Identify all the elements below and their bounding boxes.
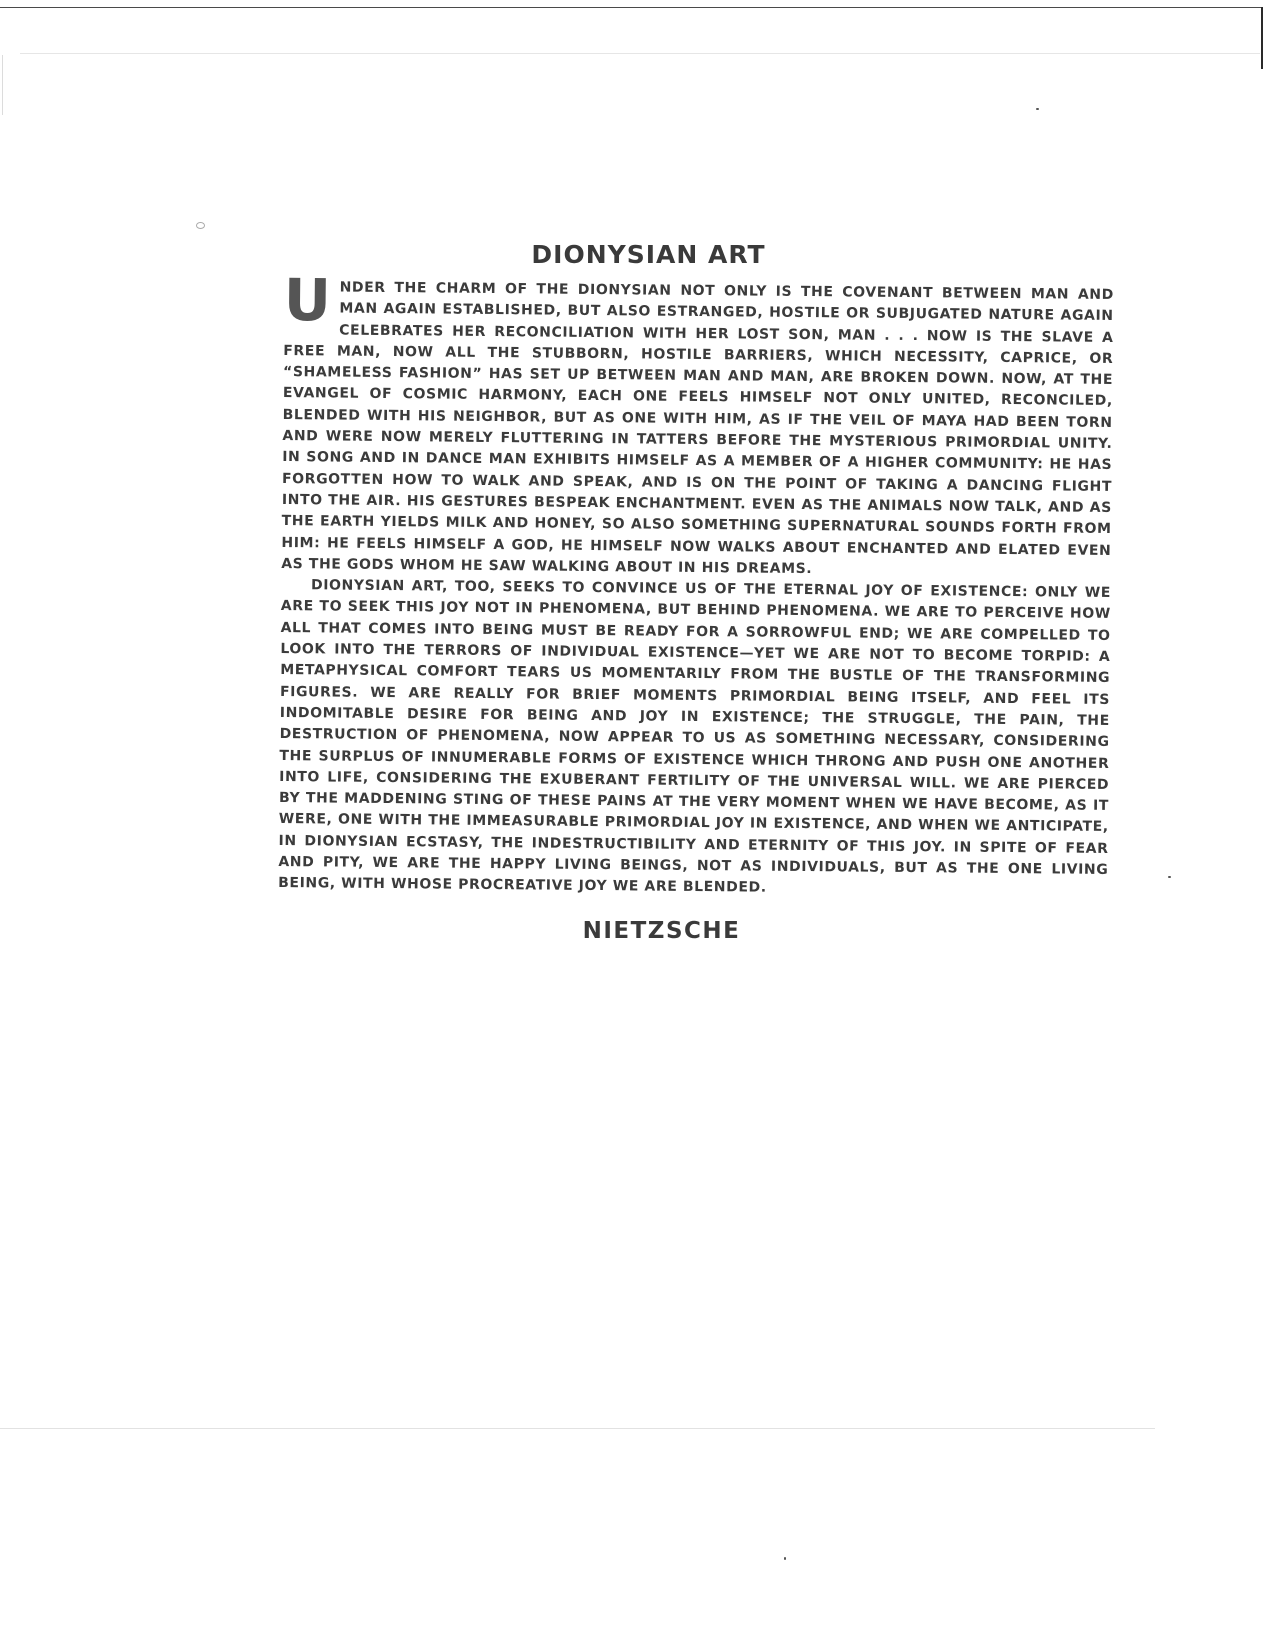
paragraph-2: DIONYSIAN ART, TOO, SEEKS TO CONVINCE US OF THE ETERNAL JOY OF EXISTENCE: ONLY WE ARE TO SEEK THIS JOY NOT IN PHENOMENA, BUT BEHIND PHENOMENA. WE ARE TO PERCEIVE HOW ALL THAT COMES INTO BEING MUST BE READY FOR A SORROWFUL END; WE ARE COMPELLED TO LOOK INTO THE TERRORS OF INDIVIDUAL EXISTENCE—YET WE ARE NOT TO BECOME TORPID: A METAPHYSICAL COMFORT TEARS US MOMENTARILY FROM THE BUSTLE OF THE TRANSFORMING FIGURES. WE ARE REALLY FOR BRIEF MOMENTS PRIMORDIAL BEING ITSELF, AND FEEL ITS INDOMITABLE DESIRE FOR BEING AND JOY IN EXISTENCE; THE STRUGGLE, THE PAIN, THE DESTRUCTION OF PHENOMENA, NOW APPEAR TO US AS SOMETHING NECESSARY, CONSIDERING THE SURPLUS OF INNUMERABLE FORMS OF EXISTENCE WHICH THRONG AND PUSH ONE ANOTHER INTO LIFE, CONSIDERING THE EXUBERANT FERTILITY OF THE UNIVERSAL WILL. WE ARE PIERCED BY THE MADDENING STING OF THESE PAINS AT THE VERY MOMENT WHEN WE HAVE BECOME, AS IT WERE, ONE WITH THE IMMEASURABLE PRIMORDIAL JOY IN EXISTENCE, AND WHEN WE ANTICIPATE, IN DIONYSIAN ECSTASY, THE INDESTRUCTIBILITY AND ETERNITY OF THIS JOY. IN SPITE OF FEAR AND PITY, WE ARE THE HAPPY LIVING BEINGS, NOT AS INDIVIDUALS, BUT AS THE ONE LIVING BEING, WITH WHOSE PROCREATIVE JOY WE ARE BLENDED. (278, 577, 1112, 896)
scan-top-edge (0, 7, 1262, 8)
page-title: DIONYSIAN ART (531, 240, 766, 269)
scan-line-bottom (0, 1428, 1155, 1429)
paragraph-1-text: NDER THE CHARM OF THE DIONYSIAN NOT ONLY IS THE COVENANT BETWEEN MAN AND MAN AGAIN ESTABLISHED, BUT ALSO ESTRANGED, HOSTILE OR SUBJUGATED NATURE AGAIN CELEBRATES HER RECONCILIATION WITH HER LOST SON, MAN . . . NOW IS THE SLAVE A FREE MAN, NOW ALL THE STUBBORN, HOSTILE BARRIERS, WHICH NECESSITY, CAPRICE, OR “SHAMELESS FASHION” HAS SET UP BETWEEN MAN AND MAN, ARE BROKEN DOWN. NOW, AT THE EVANGEL OF COSMIC HARMONY, EACH ONE FEELS HIMSELF NOT ONLY UNITED, RECONCILED, BLENDED WITH HIS NEIGHBOR, BUT AS ONE WITH HIM, AS IF THE VEIL OF MAYA HAD BEEN TORN AND WERE NOW MERELY FLUTTERING IN TATTERS BEFORE THE MYSTERIOUS PRIMORDIAL UNITY. IN SONG AND IN DANCE MAN EXHIBITS HIMSELF AS A MEMBER OF A HIGHER COMMUNITY: HE HAS FORGOTTEN HOW TO WALK AND SPEAK, AND IS ON THE POINT OF TAKING A DANCING FLIGHT INTO THE AIR. HIS GESTURES BESPEAK ENCHANTMENT. EVEN AS THE ANIMALS NOW TALK, AND AS THE EARTH YIELDS MILK AND HONEY, SO ALSO SOMETHING SUPERNATURAL SOUNDS FORTH FROM HIM: HE FEELS HIMSELF A GOD, HE HIMSELF NOW WALKS ABOUT ENCHANTED AND ELATED EVEN AS THE GODS WHOM HE SAW WALKING ABOUT IN HIS DREAMS. (281, 279, 1114, 577)
scan-left-shadow (2, 55, 3, 115)
paper-speck (784, 1557, 786, 1560)
author-signature: NIETZSCHE (582, 918, 741, 944)
paper-speck (1036, 108, 1039, 110)
drop-cap: U (283, 266, 332, 335)
scan-line-top (20, 53, 1260, 54)
paragraph-1 (281, 266, 1114, 583)
paper-speck (1168, 876, 1171, 878)
paper-speck (196, 222, 205, 229)
scan-right-edge (1261, 7, 1263, 69)
body-text (278, 266, 1114, 903)
